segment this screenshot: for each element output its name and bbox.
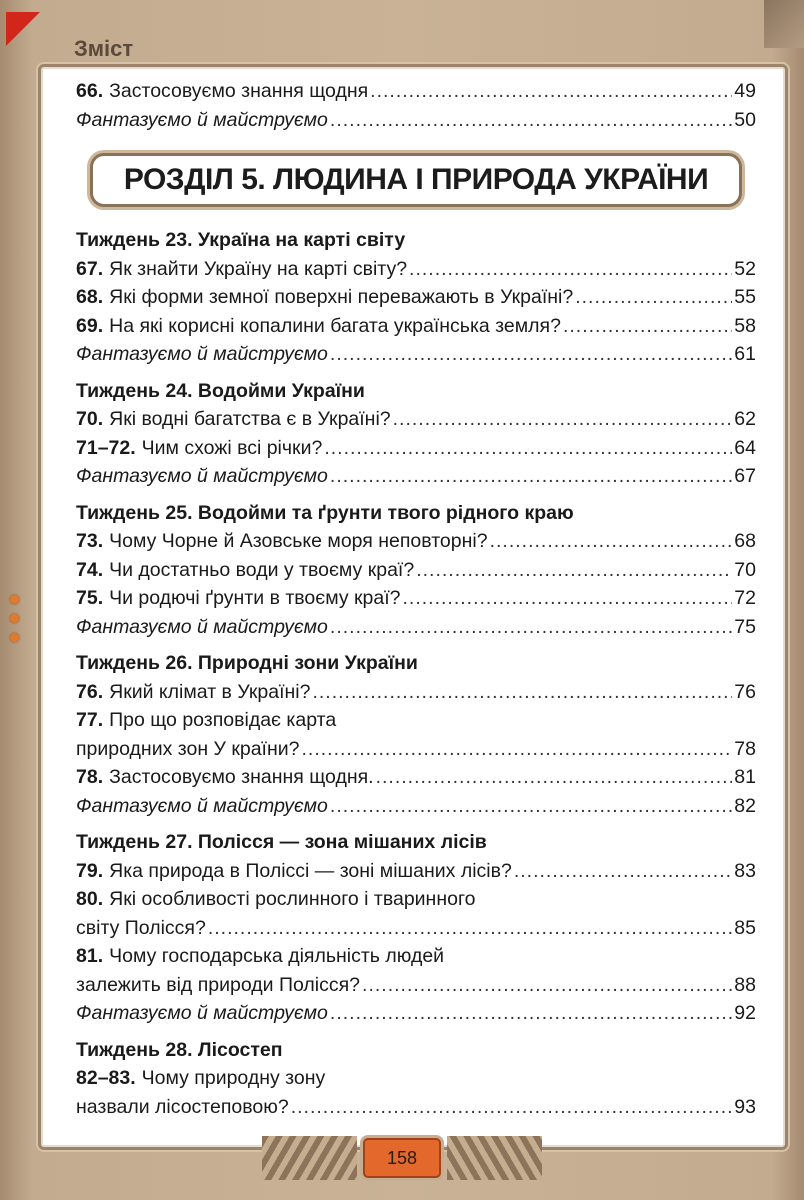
toc-entry — [76, 860, 756, 889]
entry-title: Який клімат в Україні? — [109, 680, 311, 703]
toc-entry — [76, 465, 756, 494]
page-number-badge — [363, 1138, 441, 1178]
leader-dots — [301, 738, 732, 761]
table-of-contents — [76, 80, 756, 1124]
entry-page: 61 — [734, 343, 756, 365]
entry-title: Фантазуємо й майструємо — [76, 794, 328, 817]
entry-number: 75. — [76, 587, 104, 609]
entry-title: Фантазуємо й майструємо — [76, 465, 328, 487]
toc-entry — [76, 587, 756, 616]
entry-number: 81. — [76, 945, 104, 967]
entry-number: 67. — [76, 257, 104, 280]
entry-title: Як знайти Україну на карті світу? — [109, 257, 408, 280]
toc-entry-line — [76, 709, 756, 738]
toc-entry — [76, 315, 756, 344]
entry-page: 75 — [734, 615, 756, 638]
section-title: РОЗДІЛ 5. ЛЮДИНА І ПРИРОДА УКРАЇНИ — [123, 163, 709, 196]
toc-entry — [76, 286, 756, 315]
side-dots-decoration — [10, 595, 22, 652]
leader-dots — [208, 917, 732, 940]
entry-title: Які форми земної поверхні переважають в Україні? — [109, 286, 574, 308]
leader-dots — [330, 616, 732, 639]
entry-title: Фантазуємо й майструємо — [76, 108, 328, 131]
toc-entry — [76, 437, 756, 466]
toc-entry — [76, 1002, 756, 1031]
toc-entry — [76, 559, 756, 588]
entry-number: 77. — [76, 709, 104, 731]
leader-dots — [312, 681, 732, 704]
section-banner — [90, 153, 742, 207]
entry-number: 76. — [76, 680, 104, 703]
entry-page: 68 — [734, 530, 756, 552]
week-group — [76, 380, 756, 494]
corner-triangle-icon — [6, 12, 40, 46]
leader-dots — [330, 795, 732, 818]
entry-page: 49 — [734, 80, 756, 102]
leader-dots — [403, 587, 733, 610]
entry-number: 79. — [76, 859, 104, 882]
toc-entry-line — [76, 888, 756, 917]
toc-entry — [76, 766, 756, 795]
leader-dots — [330, 1002, 732, 1025]
toc-entry — [76, 1096, 756, 1125]
entry-title: Чи достатньо води у твоєму краї? — [109, 558, 415, 581]
entry-number: 66. — [76, 80, 104, 102]
week-heading: Тиждень 25. Водойми та ґрунти твого рідного краю — [76, 501, 574, 524]
entry-title: Фантазуємо й майструємо — [76, 615, 328, 638]
section-banner-inner — [100, 161, 732, 199]
leader-dots — [330, 465, 732, 488]
entry-page: 52 — [734, 257, 756, 280]
entry-title-continued: залежить від природи Полісся? — [76, 973, 361, 996]
entry-title-continued: природних зон У країни? — [76, 737, 300, 760]
entry-number: 70. — [76, 408, 104, 430]
page-number: 158 — [386, 1147, 418, 1168]
entry-title-continued: світу Полісся? — [76, 916, 206, 939]
entry-title: Фантазуємо й майструємо — [76, 343, 328, 365]
entry-title-continued: назвали лісостеповою? — [76, 1095, 289, 1118]
leader-dots — [416, 559, 732, 582]
entry-title: Чому природну зону — [141, 1067, 326, 1089]
week-heading: Тиждень 24. Водойми України — [76, 379, 365, 402]
entry-title: Які водні багатства є в Україні? — [109, 408, 391, 430]
leader-dots — [291, 1096, 733, 1119]
toc-entry — [76, 109, 756, 138]
toc-entry — [76, 408, 756, 437]
weeks-list — [76, 229, 756, 1124]
entry-page: 88 — [734, 973, 756, 996]
toc-entry — [76, 738, 756, 767]
entry-page: 85 — [734, 916, 756, 939]
entry-number: 71–72. — [76, 436, 136, 459]
toc-entry-line — [76, 945, 756, 974]
toc-entry — [76, 530, 756, 559]
toc-entry — [76, 80, 756, 109]
entry-page: 76 — [734, 680, 756, 703]
entry-page: 83 — [734, 859, 756, 882]
entry-number: 69. — [76, 314, 104, 337]
leader-dots — [393, 408, 733, 431]
entry-number: 74. — [76, 558, 104, 581]
toc-entry-line — [76, 1067, 756, 1096]
dot-icon — [10, 595, 19, 604]
leader-dots — [409, 258, 732, 281]
entry-page: 64 — [734, 436, 756, 459]
entry-title: Чи родючі ґрунти в твоєму краї? — [109, 587, 401, 609]
week-group — [76, 229, 756, 372]
entry-number: 82–83. — [76, 1067, 136, 1089]
entry-title: Яка природа в Поліссі — зоні мішаних лісів? — [109, 859, 512, 882]
entry-number: 68. — [76, 286, 104, 308]
leader-dots — [370, 80, 732, 103]
week-heading: Тиждень 23. Україна на карті світу — [76, 229, 406, 251]
leader-dots — [575, 286, 732, 309]
footer-decoration — [240, 1128, 564, 1188]
entry-page: 82 — [734, 794, 756, 817]
week-group — [76, 502, 756, 645]
week-heading: Тиждень 28. Лісостеп — [76, 1038, 283, 1061]
toc-entry — [76, 917, 756, 946]
week-group — [76, 1039, 756, 1125]
leader-dots — [514, 860, 732, 883]
entry-number: 80. — [76, 888, 104, 910]
toc-entry — [76, 343, 756, 372]
leader-dots — [330, 343, 732, 366]
pre-section-entries — [76, 80, 756, 137]
page-header: Зміст — [74, 36, 134, 61]
entry-page: 92 — [734, 1002, 756, 1024]
week-heading: Тиждень 26. Природні зони України — [76, 652, 418, 674]
entry-title: Чому господарська діяльність людей — [109, 945, 445, 967]
week-group — [76, 831, 756, 1031]
entry-title: Застосовуємо знання щодня. — [109, 766, 374, 788]
entry-title: Чому Чорне й Азовське моря неповторні? — [109, 530, 488, 552]
footer-stripes-left — [262, 1136, 357, 1180]
leader-dots — [324, 437, 732, 460]
entry-page: 70 — [734, 558, 756, 581]
entry-page: 72 — [734, 587, 756, 609]
entry-title: Про що розповідає карта — [109, 709, 337, 731]
toc-entry — [76, 258, 756, 287]
footer-stripes-right — [447, 1136, 542, 1180]
entry-page: 55 — [734, 286, 756, 308]
entry-page: 93 — [734, 1095, 756, 1118]
entry-page: 58 — [734, 314, 756, 337]
leader-dots — [490, 530, 733, 553]
entry-page: 81 — [734, 766, 756, 788]
dot-icon — [10, 633, 19, 642]
entry-page: 78 — [734, 737, 756, 760]
week-group — [76, 652, 756, 823]
entry-number: 73. — [76, 530, 104, 552]
toc-entry — [76, 681, 756, 710]
entry-title: Фантазуємо й майструємо — [76, 1002, 328, 1024]
entry-title: Які особливості рослинного і тваринного — [109, 888, 476, 910]
leader-dots — [330, 109, 732, 132]
toc-entry — [76, 795, 756, 824]
week-heading: Тиждень 27. Полісся — зона мішаних лісів — [76, 831, 487, 853]
toc-entry — [76, 974, 756, 1003]
toc-entry — [76, 616, 756, 645]
leader-dots — [563, 315, 732, 338]
entry-title: На які корисні копалини багата українська земля? — [109, 314, 561, 337]
entry-page: 50 — [734, 108, 756, 131]
corner-decoration — [764, 0, 804, 48]
entry-number: 78. — [76, 766, 104, 788]
leader-dots — [376, 766, 733, 789]
dot-icon — [10, 614, 19, 623]
entry-page: 67 — [734, 465, 756, 487]
entry-title: Застосовуємо знання щодня — [109, 80, 369, 102]
leader-dots — [362, 974, 732, 997]
entry-page: 62 — [734, 408, 756, 430]
entry-title: Чим схожі всі річки? — [141, 436, 323, 459]
